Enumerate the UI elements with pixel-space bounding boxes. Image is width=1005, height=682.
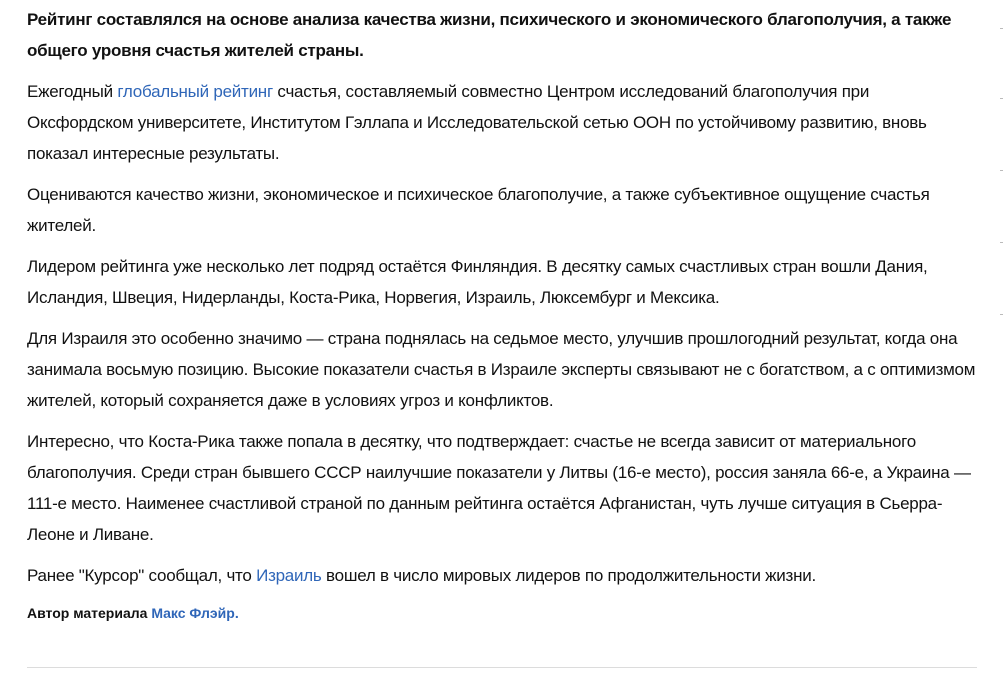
author-line [27,601,979,625]
divider [27,667,977,668]
israel-link[interactable]: Израиль [256,566,322,585]
paragraph-ranking [27,76,979,169]
author-label: Автор материала [27,605,152,621]
scroll-marker [1000,28,1003,29]
article-lead: Рейтинг составлялся на основе анализа качества жизни, психического и экономического благополучия, а также общего уровня счастья жителей страны. [27,10,952,60]
author-link[interactable]: Макс Флэйр. [151,605,239,621]
paragraph-leaders: Лидером рейтинга уже несколько лет подряд остаётся Финляндия. В десятку самых счастливых стран вошли Дания, Исландия, Швеция, Нидерланды, Коста-Рика, Норвегия, Израиль, Люксембург и Мексика. [27,257,928,307]
paragraph-previous [27,560,979,591]
scroll-marker [1000,98,1003,99]
scroll-marker [1000,170,1003,171]
text: Ранее "Курсор" сообщал, что [27,566,257,585]
paragraph-israel: Для Израиля это особенно значимо — страна поднялась на седьмое место, улучшив прошлогодний результат, когда она занимала восьмую позицию. Высокие показатели счастья в Израиле эксперты связывают не с богатством, а с оптимизмом жителей, который сохраняется даже в условиях угроз и конфликтов. [27,329,976,410]
paragraph-criteria: Оцениваются качество жизни, экономическое и психическое благополучие, а также субъективное ощущение счастья жителей. [27,185,930,235]
scroll-marker [1000,314,1003,315]
text: Ежегодный [27,82,118,101]
text: вошел в число мировых лидеров по продолжительности жизни. [321,566,816,585]
paragraph-costa-rica: Интересно, что Коста-Рика также попала в десятку, что подтверждает: счастье не всегда зависит от материального благополучия. Среди стран бывшего СССР наилучшие показатели у Литвы (16-е место), россия заняла 66-е, а Украина — 111-е место. Наименее счастливой страной по данным рейтинга остаётся Афганистан, чуть лучше ситуация в Сьерра-Леоне и Ливане. [27,432,971,544]
article-body [27,4,979,625]
scroll-marker [1000,242,1003,243]
text: счастья, составляемый совместно Центром исследований благополучия при Оксфордском университете, Институтом Гэллапа и Исследовательской сетью ООН по устойчивому развитию, вновь показал интересные результаты. [27,82,927,163]
global-ranking-link[interactable]: глобальный рейтинг [117,82,273,101]
